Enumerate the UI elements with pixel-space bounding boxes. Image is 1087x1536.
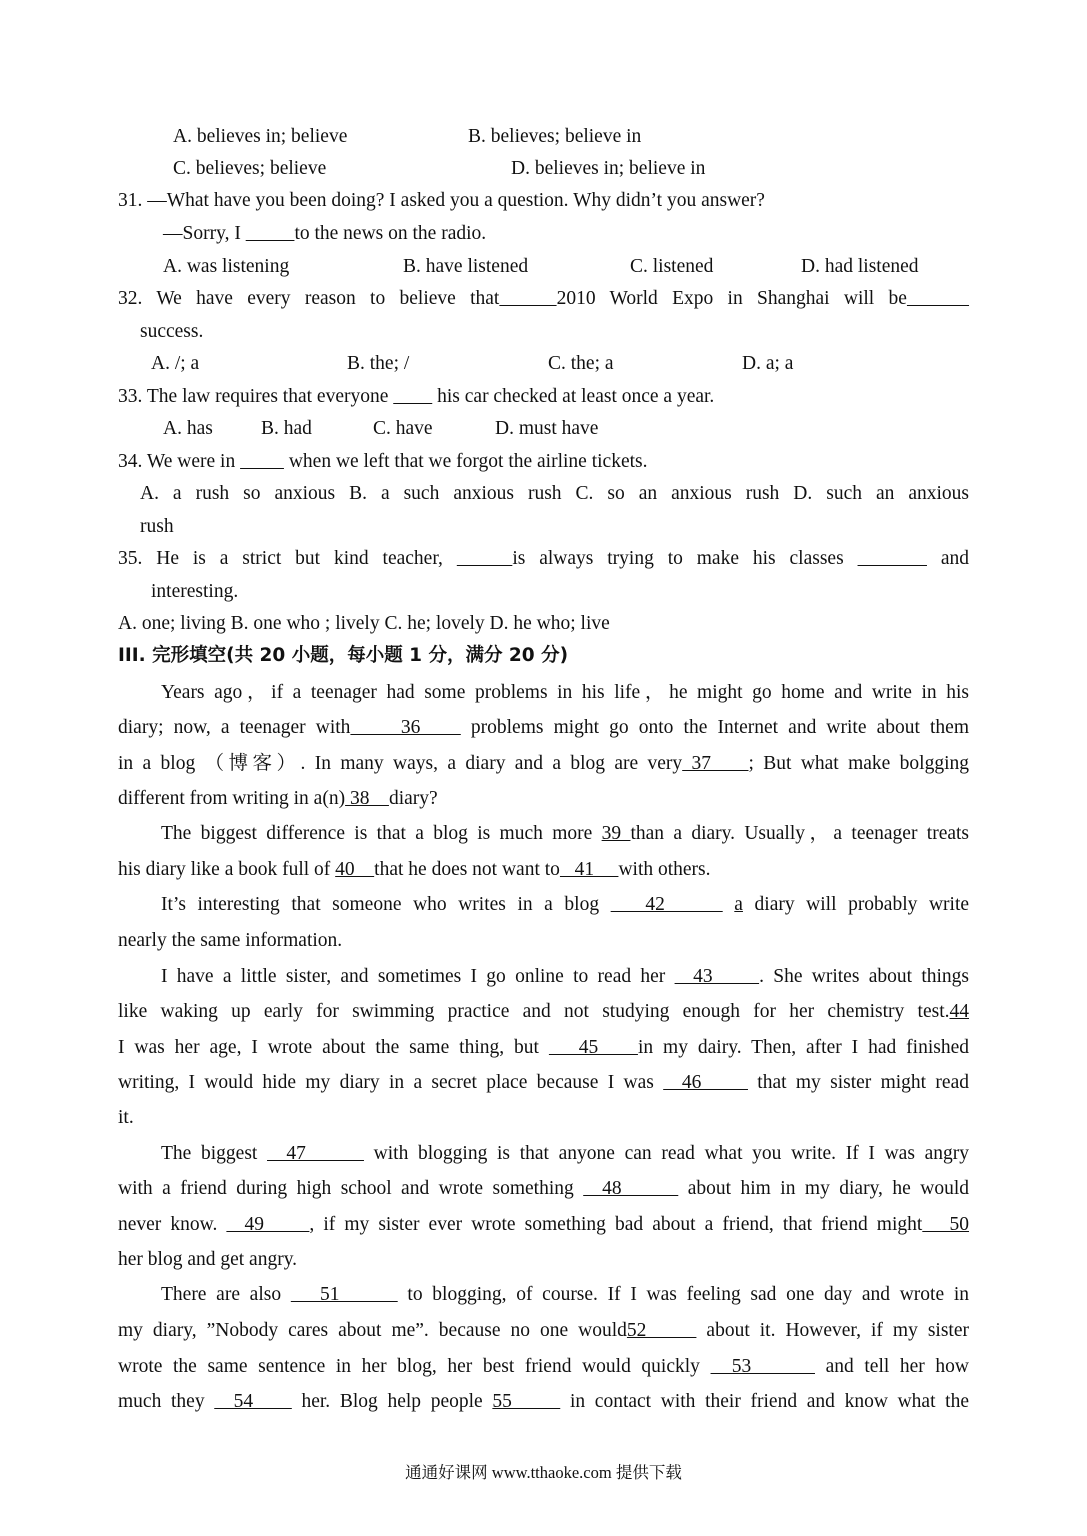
q31-option-b: B. have listened: [403, 256, 529, 277]
blank-50: 50: [922, 1214, 970, 1235]
blank-42: 42: [610, 894, 723, 915]
q33-option-c: C. have: [373, 418, 433, 439]
passage-line: my diary, ”Nobody cares about me”. because no one would52 about it. However, if my sister: [118, 1320, 970, 1341]
q30-option-d: D. believes in; believe in: [511, 158, 706, 179]
passage-line: in a blog （博客）. In many ways, a diary and a blog are very 37 ; But what make bolgging: [118, 753, 970, 774]
q32-stem: 32. We have every reason to believe that 2010 World Expo in Shanghai will be: [118, 288, 907, 309]
q30-option-c: C. believes; believe: [173, 158, 327, 179]
blank-53: 53: [710, 1356, 815, 1377]
q32-option-b: B. the; /: [347, 353, 410, 374]
section-heading: III. 完形填空(共 20 小题，每小题 1 分，满分 20 分): [118, 645, 569, 666]
q32-option-a: A. /; a: [151, 353, 200, 374]
passage-line: never know. 49 , if my sister ever wrote something bad about a friend, that friend might 50: [118, 1214, 970, 1235]
blank-46: 46: [663, 1072, 748, 1093]
blank-44: 44: [949, 1001, 969, 1022]
blank-38: 38: [345, 788, 389, 809]
passage-line: his diary like a book full of 40 that he does not want to 41 with others.: [118, 859, 711, 880]
passage-line: The biggest 47 with blogging is that anyone can read what you write. If I was angry: [161, 1143, 969, 1164]
q32-option-d: D. a; a: [742, 353, 794, 374]
passage-line: with a friend during high school and wrote something 48 about him in my diary, he would: [118, 1178, 969, 1199]
q31-option-c: C. listened: [630, 256, 714, 277]
blank-37: 37: [682, 753, 749, 774]
blank-47: 47: [267, 1143, 364, 1164]
passage-line: The biggest difference is that a blog is much more 39 than a diary. Usually，a teenager treats: [161, 823, 970, 844]
q33-option-b: B. had: [261, 418, 312, 439]
q31-stem: 31. —What have you been doing? I asked you a question. Why didn’t you answer?: [118, 190, 765, 211]
passage-line: diary; now, a teenager with 36 problems might go onto the Internet and write about them: [118, 717, 970, 738]
q32-stem-cont: success.: [140, 321, 204, 342]
passage-line: I was her age, I wrote about the same thing, but 45 in my dairy. Then, after I had finished: [118, 1037, 970, 1058]
q34-options-cont: rush: [140, 516, 174, 537]
q31-reply: —Sorry, I to the news on the radio.: [163, 223, 487, 244]
blank-52: 52: [626, 1320, 697, 1341]
q34-options: A. a rush so anxious B. a such anxious rush C. so an anxious rush D. such an anxious: [140, 483, 969, 504]
blank-40: 40: [335, 859, 375, 880]
q31-blank: [246, 223, 295, 244]
blank-49: 49: [226, 1214, 310, 1235]
passage-line: It’s interesting that someone who writes in a blog 42 a diary will probably write: [161, 894, 970, 915]
passage-line: her blog and get angry.: [118, 1249, 298, 1270]
q31-option-d: D. had listened: [801, 256, 919, 277]
blank-45: 45: [548, 1037, 638, 1058]
q30-option-a: A. believes in; believe: [173, 126, 348, 147]
passage-line: writing, I would hide my diary in a secret place because I was 46 that my sister might read: [118, 1072, 969, 1093]
q32-option-c: C. the; a: [548, 353, 614, 374]
q35-stem-cont: interesting.: [151, 581, 239, 602]
blank-54: 54: [214, 1391, 292, 1412]
q30-option-b: B. believes; believe in: [468, 126, 642, 147]
passage-line: much they 54 her. Blog help people 55 in contact with their friend and know what the: [118, 1391, 969, 1412]
passage-line: it.: [118, 1107, 134, 1128]
page-footer: 通通好课网 www.tthaoke.com 提供下载: [405, 1463, 682, 1482]
passage-line: like waking up early for swimming practice and not studying enough for her chemistry test.44: [118, 1001, 969, 1022]
blank-43: 43: [674, 966, 760, 987]
passage-line: wrote the same sentence in her blog, her best friend would quickly 53 and tell her how: [118, 1356, 969, 1377]
q33-stem: 33. The law requires that everyone his car checked at least once a year.: [118, 386, 715, 407]
passage-line: There are also 51 to blogging, of course. If I was feeling sad one day and wrote in: [161, 1284, 969, 1305]
passage-line: different from writing in a(n) 38 diary?: [118, 788, 438, 809]
q35-stem: 35. He is a strict but kind teacher, is always trying to make his classes and: [118, 548, 970, 569]
q34-stem: 34. We were in when we left that we forgot the airline tickets.: [118, 451, 648, 472]
blank-41: 41: [559, 859, 619, 880]
blank-39: 39: [601, 823, 631, 844]
passage-line: I have a little sister, and sometimes I go online to read her 43 . She writes about things: [161, 966, 969, 987]
q33-option-a: A. has: [163, 418, 213, 439]
passage-line: nearly the same information.: [118, 930, 343, 951]
blank-48: 48: [583, 1178, 679, 1199]
q35-options: A. one; living B. one who ; lively C. he; lovely D. he who; live: [118, 613, 610, 634]
blank-36: 36: [350, 717, 461, 738]
q31-option-a: A. was listening: [163, 256, 290, 277]
blank-55: 55: [492, 1391, 561, 1412]
q33-option-d: D. must have: [495, 418, 599, 439]
blank-51: 51: [290, 1284, 398, 1305]
passage-line: Years ago，if a teenager had some problems in his life，he might go home and write in his: [161, 682, 969, 703]
